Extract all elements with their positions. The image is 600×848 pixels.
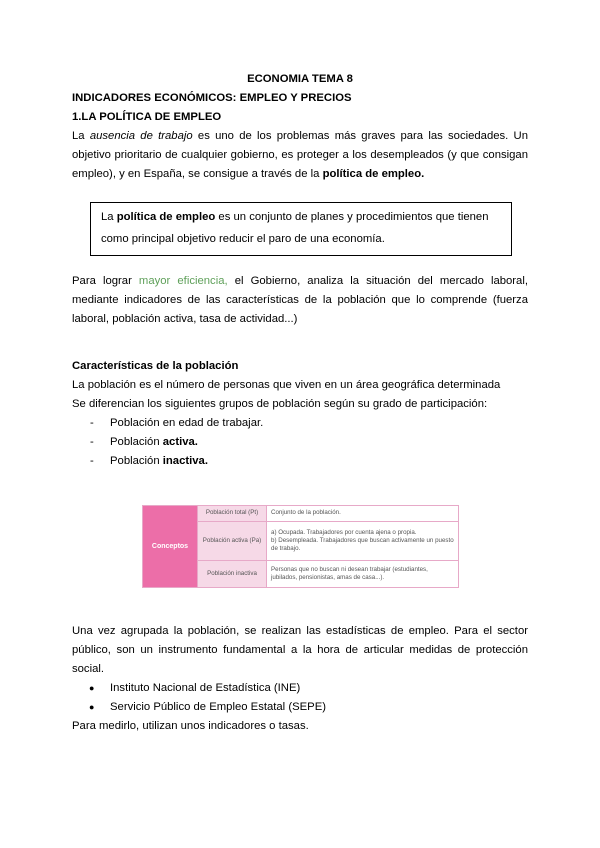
document-subtitle: INDICADORES ECONÓMICOS: EMPLEO Y PRECIOS bbox=[72, 92, 352, 104]
emphasis-politica-empleo: política de empleo. bbox=[322, 168, 425, 180]
table-row bbox=[143, 506, 459, 522]
list-item: - Población inactiva. bbox=[72, 452, 528, 471]
highlight-mayor-eficiencia: mayor eficiencia, bbox=[138, 275, 228, 287]
organismos-list bbox=[72, 679, 528, 717]
conceptos-table bbox=[142, 505, 459, 588]
document-page bbox=[72, 70, 528, 736]
conceptos-header: Conceptos bbox=[143, 506, 198, 588]
section-heading-caracteristicas: Características de la población bbox=[72, 360, 239, 372]
poblacion-definition: La población es el número de personas que viven en un área geográfica determinada bbox=[72, 379, 501, 391]
estadisticas-paragraph: Una vez agrupada la población, se realizan las estadísticas de empleo. Para el sector público, son un instrumento fundamental a la hora de articular medidas de protección social. bbox=[72, 625, 528, 675]
definition-term: política de empleo bbox=[116, 211, 216, 223]
document-title: ECONOMIA TEMA 8 bbox=[247, 73, 353, 85]
table-definition: Conjunto de la población. bbox=[267, 506, 459, 522]
poblacion-groups-intro: Se diferencian los siguientes grupos de población según su grado de participación: bbox=[72, 398, 488, 410]
table-definition: Personas que no buscan ni desean trabajar (estudiantes, jubilados, pensionistas, amas de casa...). bbox=[267, 560, 459, 587]
table-definition: a) Ocupada. Trabajadores por cuenta ajena o propia. b) Desempleada. Trabajadores que buscan activamente un puesto de trabajo. bbox=[267, 521, 459, 560]
table-term: Población inactiva bbox=[198, 560, 267, 587]
definition-box: La política de empleo es un conjunto de planes y procedimientos que tienen como principal objetivo reducir el paro de una economía. bbox=[90, 202, 512, 256]
closing-line: Para medirlo, utilizan unos indicadores o tasas. bbox=[72, 720, 309, 732]
poblacion-groups-list bbox=[72, 414, 528, 471]
emphasis-ausencia-trabajo: ausencia de trabajo bbox=[89, 130, 193, 142]
list-item: ● Instituto Nacional de Estadística (INE) bbox=[72, 679, 528, 698]
table-term: Población total (Pt) bbox=[198, 506, 267, 522]
list-item: ● Servicio Público de Empleo Estatal (SEPE) bbox=[72, 698, 528, 717]
list-item: - Población activa. bbox=[72, 433, 528, 452]
eficiencia-paragraph: Para lograr mayor eficiencia, el Gobierno, analiza la situación del mercado laboral, mediante indicadores de las características de la población que lo comprende (fuerza laboral, población activa, tasa de actividad...) bbox=[72, 275, 528, 325]
list-item: - Población en edad de trabajar. bbox=[72, 414, 528, 433]
section-heading-politica-empleo: 1.LA POLÍTICA DE EMPLEO bbox=[72, 111, 222, 123]
intro-paragraph: La ausencia de trabajo es uno de los problemas más graves para las sociedades. Un objetivo prioritario de cualquier gobierno, es proteger a los desempleados (y que consigan empleo), y en España, se consigue a través de la política de empleo. bbox=[72, 130, 528, 180]
conceptos-table-image bbox=[142, 505, 459, 588]
table-term: Población activa (Pa) bbox=[198, 521, 267, 560]
